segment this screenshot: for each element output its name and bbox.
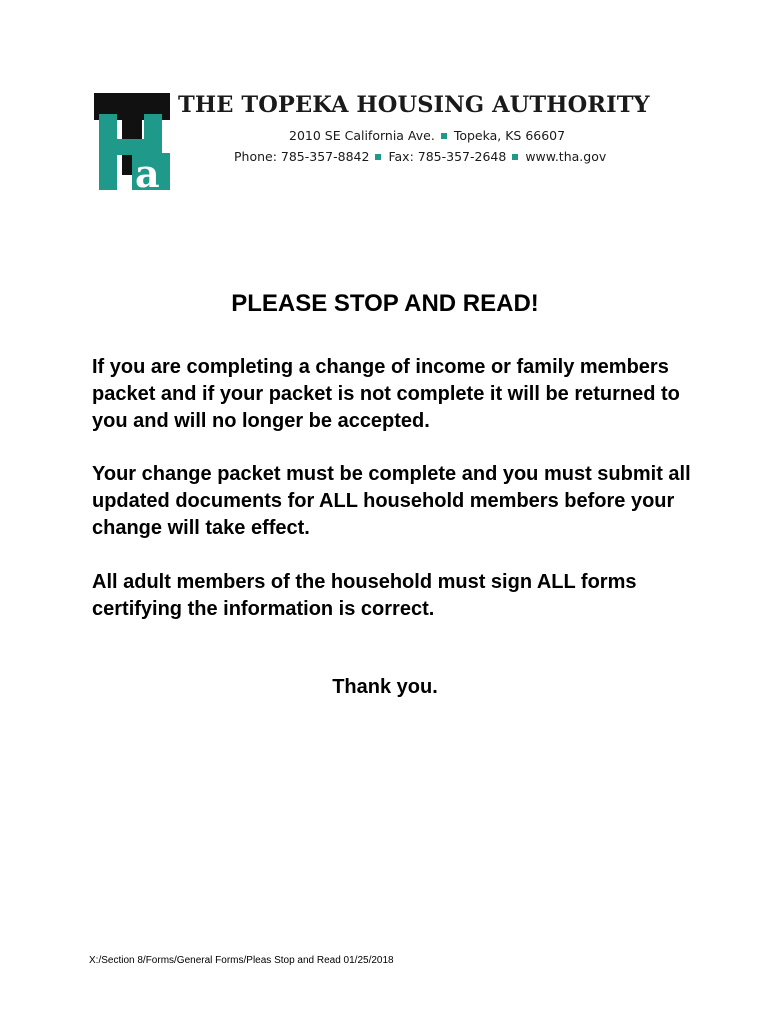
notice-paragraph-1: If you are completing a change of income or family members packet and if your packet is not complete it will be returned to you and will no longer be accepted. [92, 356, 680, 432]
bullet-square-icon [441, 133, 447, 139]
notice-heading: PLEASE STOP AND READ! [231, 290, 539, 317]
logo-a-letter: a [135, 151, 160, 190]
bullet-square-icon [512, 154, 518, 160]
notice-paragraph-2: Your change packet must be complete and you must submit all updated documents for ALL household members before your change will take effect. [92, 463, 691, 539]
footer-file-path: X:/Section 8/Forms/General Forms/Pleas Stop and Read 01/25/2018 [89, 955, 394, 966]
organization-name: THE TOPEKA HOUSING AUTHORITY [178, 92, 650, 118]
street-address: 2010 SE California Ave. [289, 128, 435, 143]
phone-number: Phone: 785-357-8842 [234, 149, 370, 164]
closing-thank-you: Thank you. [332, 676, 438, 698]
website: www.tha.gov [525, 149, 607, 164]
notice-paragraph-3: All adult members of the household must sign ALL forms certifying the information is correct. [92, 571, 637, 620]
tha-logo [94, 93, 170, 190]
city-state-zip: Topeka, KS 66607 [453, 128, 566, 143]
contact-line [234, 149, 606, 164]
address-line [289, 128, 565, 143]
bullet-square-icon [375, 154, 381, 160]
fax-number: Fax: 785-357-2648 [388, 149, 507, 164]
letterhead [178, 92, 738, 164]
